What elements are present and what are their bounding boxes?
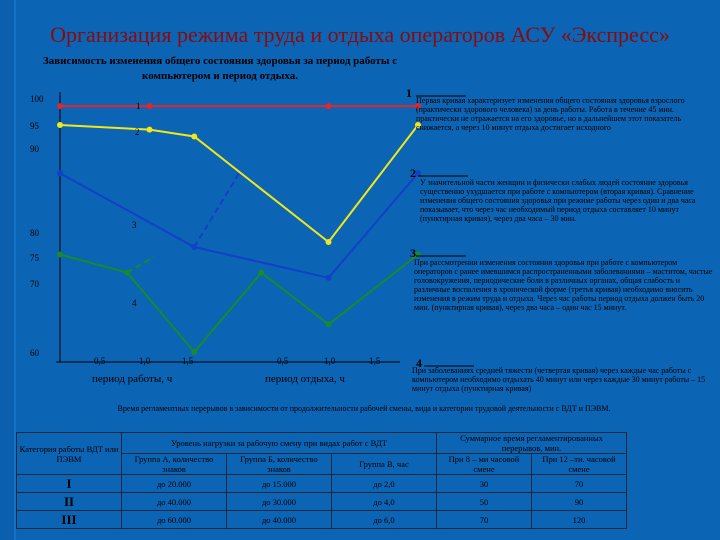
header-group-b: Группа Б, количество знаков xyxy=(227,454,332,475)
series-1-point xyxy=(147,103,153,109)
series-2-point xyxy=(326,239,332,245)
series-2-point xyxy=(147,127,153,133)
x-work-tick-label: 1,5 xyxy=(182,356,194,366)
cell-group-v: до 2,0 xyxy=(332,475,437,493)
desc-1-number: 1 xyxy=(406,86,412,100)
breaks-table xyxy=(16,432,627,529)
y-tick-label: 70 xyxy=(30,279,39,289)
y-tick-label: 95 xyxy=(30,121,39,131)
slide-title: Организация режима труда и отдыха операторов АСУ «Экспресс» xyxy=(50,22,670,47)
header-total: Суммарное время регламентированных перерывов, мин. xyxy=(437,433,627,454)
x-work-axis-label: период работы, ч xyxy=(92,373,173,385)
series-4-point xyxy=(258,270,264,276)
series-2-line xyxy=(60,125,418,242)
series-3-line xyxy=(60,173,418,278)
y-tick-label: 80 xyxy=(30,228,39,238)
y-tick-label: 100 xyxy=(30,94,44,104)
series-4-point xyxy=(326,321,332,327)
series-1-point xyxy=(326,103,332,109)
series-4-point xyxy=(191,349,197,355)
desc-4-number: 4 xyxy=(416,356,422,370)
cell-12h: 70 xyxy=(532,475,627,493)
table-row xyxy=(17,475,627,493)
series-1-point xyxy=(57,103,63,109)
x-rest-axis-label: период отдыха, ч xyxy=(265,373,345,385)
header-load: Уровень нагрузки за рабочую смену при видах работ с ВДТ xyxy=(122,433,437,454)
x-work-tick-label: 1,0 xyxy=(139,356,151,366)
y-tick-label: 90 xyxy=(30,144,39,154)
header-12h: При 12 –ти. часовой смене xyxy=(532,454,627,475)
x-work-tick-label: 0,5 xyxy=(94,356,106,366)
desc-4-text: При заболеваниях средней тяжести (четвертая кривая) через каждые час работы с компьютером необходимо отдыхать 40 минут или через каждые 30 минут работы – 15 минут отдыха (пунктирная кривая) xyxy=(412,366,706,393)
cell-8h: 50 xyxy=(437,493,532,511)
cell-category: II xyxy=(17,493,122,511)
cell-group-a: до 20.000 xyxy=(122,475,227,493)
cell-group-b: до 40.000 xyxy=(227,511,332,529)
series-3-point xyxy=(326,275,332,281)
table-row xyxy=(17,493,627,511)
cell-12h: 90 xyxy=(532,493,627,511)
cell-category: I xyxy=(17,475,122,493)
desc-2-number: 2 xyxy=(410,166,416,180)
y-tick-label: 75 xyxy=(30,253,39,263)
cell-group-b: до 30.000 xyxy=(227,493,332,511)
series-2-point xyxy=(57,122,63,128)
series-4-line xyxy=(127,257,154,273)
cell-12h: 120 xyxy=(532,511,627,529)
desc-3-text: При рассмотрении изменения состояния здоровья при работе с компьютером операторов с ранее имевшимся распространенными заболеваниями – маститом, частые головокружения, периодические боли в различных органах, общая слабость и различные воспаления в хронической форме (третья кривая) необходимо вносить изменения в режим труда и отдыха. Через час работы период отдыха должен быть 20 мин. (пунктирная кривая), через два часа – один час 15 минут. xyxy=(414,258,713,312)
series-3-point xyxy=(57,170,63,176)
cell-8h: 30 xyxy=(437,475,532,493)
header-category: Категория работы ВДТ или ПЭВМ xyxy=(17,433,122,475)
cell-group-b: до 15.000 xyxy=(227,475,332,493)
series-3-label: 3 xyxy=(132,220,137,230)
table-caption: Время регламентных перерывов в зависимости от продолжительности рабочей смены, вида и категории трудовой деятельности с ВДТ и ПЭВМ. xyxy=(117,404,611,413)
cell-8h: 70 xyxy=(437,511,532,529)
x-rest-tick-label: 0,5 xyxy=(277,356,289,366)
cell-group-a: до 40.000 xyxy=(122,493,227,511)
x-rest-tick-label: 1,0 xyxy=(324,356,336,366)
series-3-line xyxy=(194,173,239,247)
header-8h: При 8 – ми часовой смене xyxy=(437,454,532,475)
series-4-point xyxy=(57,252,63,258)
cell-group-v: до 6,0 xyxy=(332,511,437,529)
table-row xyxy=(17,511,627,529)
cell-group-v: до 4,0 xyxy=(332,493,437,511)
desc-2-text: У значительной части женщин и физически слабых людей состояние здоровья существенно ухудшается при работе с компьютером (вторая кривая). Сравнение изменения общего состояния здоровья при режиме работы через один и два часа показывает, что через час необходимый период отдыха составляет 10 минут (пунктирная кривая), через два часа – 30 мин. xyxy=(420,178,696,223)
series-2-point xyxy=(191,134,197,140)
cell-group-a: до 60.000 xyxy=(122,511,227,529)
x-rest-tick-label: 1,5 xyxy=(369,356,381,366)
cell-category: III xyxy=(17,511,122,529)
header-group-a: Группа А, количество знаков xyxy=(122,454,227,475)
series-4-label: 4 xyxy=(132,298,137,308)
chart-title: Зависимость изменения общего состояния здоровья за период работы с компьютером и период отдыха. xyxy=(42,55,398,82)
desc-1-text: Первая кривая характеризует изменения общего состояния здоровья взрослого (практически здорового человека) за день работы. Работа в течение 45 мин. практически не отражается на его здоровье, но в дальнейшем этот показатель снижается, а через 10 минут отдыха достигает исходного xyxy=(416,96,685,132)
series-4-line xyxy=(60,255,418,353)
y-tick-label: 60 xyxy=(30,348,39,358)
series-2-label: 2 xyxy=(135,127,140,137)
desc-3-number: 3 xyxy=(410,246,416,260)
header-group-v: Группа В, час xyxy=(332,454,437,475)
series-1-label: 1 xyxy=(136,101,141,111)
